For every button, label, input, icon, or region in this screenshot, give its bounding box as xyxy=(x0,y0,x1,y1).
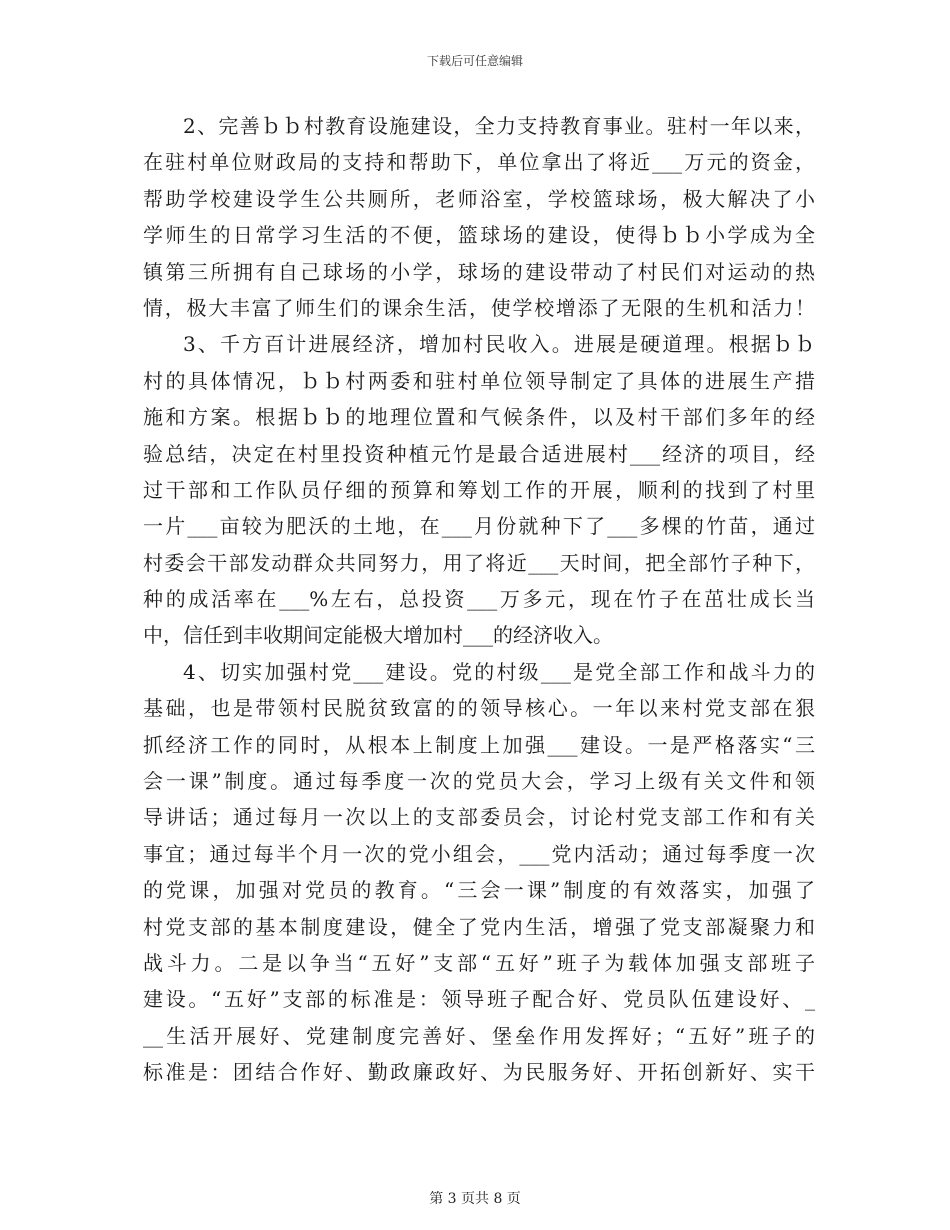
text-line: 村委会干部发动群众共同努力，用了将近___天时间，把全部竹子种下， xyxy=(143,550,815,575)
page-header: 下载后可任意编辑 xyxy=(426,54,523,68)
text-line: 过干部和工作队员仔细的预算和筹划工作的开展，顺利的找到了村里 xyxy=(143,477,815,502)
text-line: 中，信任到丰收期间定能极大增加村___的经济收入。 xyxy=(143,623,613,648)
paragraph-3-economy xyxy=(143,326,815,654)
text-line: 镇第三所拥有自己球场的小学，球场的建设带动了村民们对运动的热 xyxy=(143,259,815,284)
text-line: 学师生的日常学习生活的不便，篮球场的建设，使得ｂｂ小学成为全 xyxy=(143,223,815,248)
text-line: 在驻村单位财政局的支持和帮助下，单位拿出了将近___万元的资金， xyxy=(143,150,815,175)
text-line: 抓经济工作的同时，从根本上制度上加强___建设。一是严格落实“三 xyxy=(143,732,815,757)
text-line: 情，极大丰富了师生们的课余生活，使学校增添了无限的生机和活力！ xyxy=(143,295,815,320)
text-line: 3、千方百计进展经济，增加村民收入。进展是硬道理。根据ｂｂ xyxy=(183,332,815,357)
text-line: 导讲话；通过每月一次以上的支部委员会，讨论村党支部工作和有关 xyxy=(143,805,815,830)
page-footer: 第 3 页共 8 页 xyxy=(429,1191,521,1207)
text-line: 帮助学校建设学生公共厕所，老师浴室，学校篮球场，极大解决了小 xyxy=(143,186,815,211)
paragraph-4-party-building xyxy=(143,654,815,1091)
paragraph-2-education xyxy=(143,108,815,326)
text-line: 4、切实加强村党___建设。党的村级___是党全部工作和战斗力的 xyxy=(183,659,815,684)
text-line: 施和方案。根据ｂｂ的地理位置和气候条件，以及村干部们多年的经 xyxy=(143,405,815,430)
text-line: 标准是：团结合作好、勤政廉政好、为民服务好、开拓创新好、实干 xyxy=(143,1060,815,1085)
text-line: 村党支部的基本制度建设，健全了党内生活，增强了党支部凝聚力和 xyxy=(143,914,815,939)
text-line: 村的具体情况，ｂｂ村两委和驻村单位领导制定了具体的进展生产措 xyxy=(143,368,815,393)
text-line: 战斗力。二是以争当“五好”支部“五好”班子为载体加强支部班子 xyxy=(143,950,815,975)
text-line: __生活开展好、党建制度完善好、堡垒作用发挥好；“五好”班子的 xyxy=(143,1023,815,1048)
text-line: 的党课，加强对党员的教育。“三会一课”制度的有效落实，加强了 xyxy=(143,878,815,903)
text-line: 种的成活率在___%左右，总投资___万多元，现在竹子在茁壮成长当 xyxy=(143,587,815,612)
text-line: 事宜；通过每半个月一次的党小组会，___党内活动；通过每季度一次 xyxy=(143,841,815,866)
document-body xyxy=(143,108,815,1091)
text-line: 基础，也是带领村民脱贫致富的的领导核心。一年以来村党支部在狠 xyxy=(143,696,815,721)
text-line: 会一课”制度。通过每季度一次的党员大会，学习上级有关文件和领 xyxy=(143,769,815,794)
text-line: 建设。“五好”支部的标准是：领导班子配合好、党员队伍建设好、_ xyxy=(143,987,815,1012)
text-line: 一片___亩较为肥沃的土地，在___月份就种下了___多棵的竹苗，通过 xyxy=(143,514,815,539)
text-line: 2、完善ｂｂ村教育设施建设，全力支持教育事业。驻村一年以来， xyxy=(183,114,815,138)
text-line: 验总结，决定在村里投资种植元竹是最合适进展村___经济的项目，经 xyxy=(143,441,815,466)
